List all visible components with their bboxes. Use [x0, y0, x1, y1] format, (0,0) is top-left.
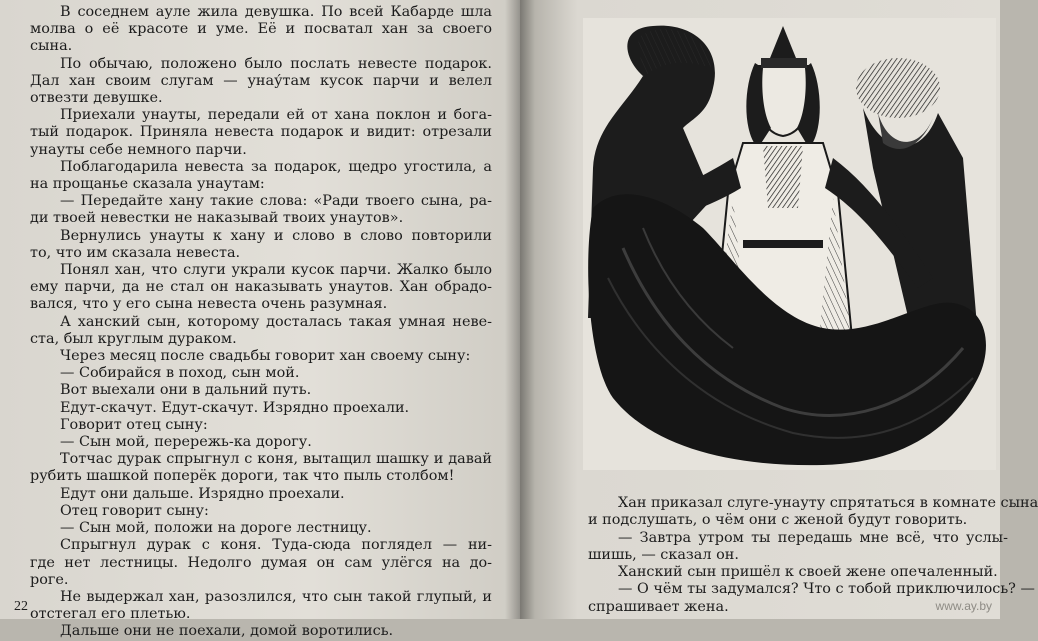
left-page-text [30, 4, 492, 641]
text-line: спрашивает жена. [588, 598, 729, 615]
text-line: Вернулись унауты к хану и слово в слово повторили [60, 227, 492, 244]
text-line: Дальше они не поехали, домой воротились. [60, 623, 394, 640]
text-line: Через месяц после свадьбы говорит хан своему сыну: [60, 348, 471, 365]
text-line: — Собирайся в поход, сын мой. [60, 365, 300, 382]
text-line: Не выдержал хан, разозлился, что сын такой глупый, и [60, 588, 492, 605]
text-line: Понял хан, что слуги украли кусок парчи. Жалко было [60, 262, 492, 279]
text-line: Едут-скачут. Едут-скачут. Изрядно проехали. [60, 399, 410, 416]
text-line: Вот выехали они в дальний путь. [60, 382, 312, 399]
text-line: то, что им сказала невеста. [30, 244, 241, 261]
watermark: www.ay.by [935, 599, 992, 613]
text-line: и подслушать, о чём они с женой будут говорить. [588, 512, 968, 529]
text-line: сына. [30, 38, 73, 55]
text-line: Говорит отец сыну: [60, 416, 208, 433]
text-line: роге. [30, 571, 69, 588]
text-line: Хан приказал слуге-унауту спрятаться в комнате сына [618, 495, 1038, 511]
text-line: ди твоей невестки не наказывай твоих унаутов». [30, 210, 404, 227]
text-line: По обычаю, положено было послать невесте подарок. [60, 55, 492, 72]
text-line: Отец говорит сыну: [60, 502, 209, 519]
text-line: Приехали унауты, передали ей от хана поклон и бога- [60, 107, 492, 124]
text-line: вался, что у его сына невеста очень разумная. [30, 296, 388, 313]
text-line: Тотчас дурак спрыгнул с коня, вытащил шашку и давай [60, 451, 492, 468]
text-line: Едут они дальше. Изрядно проехали. [60, 485, 345, 502]
illustration-drawing [583, 18, 996, 470]
text-line: ему парчи, да не стал он наказывать унаутов. Хан обрадо- [30, 279, 492, 296]
text-line: на прощанье сказала унаутам: [30, 176, 265, 193]
text-line: А ханский сын, которому досталась такая умная неве- [60, 313, 492, 330]
text-line: — Сын мой, положи на дороге лестницу. [60, 520, 372, 537]
text-line: тый подарок. Приняла невеста подарок и видит: отрезали [30, 124, 492, 141]
text-line: — Завтра утром ты передашь мне всё, что услы- [618, 529, 1008, 546]
text-line: В соседнем ауле жила девушка. По всей Кабарде шла [60, 4, 492, 20]
right-page [520, 0, 1038, 619]
text-line: — О чём ты задумался? Что с тобой приключилось? — [618, 581, 1035, 598]
illustration-khan-bride-with-brocade [583, 18, 996, 470]
text-line: где нет лестницы. Недолго думая он сам улёгся на до- [30, 554, 492, 571]
text-line: унауты себе немного парчи. [30, 141, 247, 158]
text-line: Ханский сын пришёл к своей жене опечаленный. [618, 564, 998, 581]
text-line: молва о её красоте и уме. Её и посватал хан за своего [30, 21, 492, 38]
text-line: отвезти девушке. [30, 90, 163, 107]
text-line: рубить шашкой поперёк дороги, так что пыль столбом! [30, 468, 455, 485]
text-line: ста, был круглым дураком. [30, 330, 237, 347]
right-page-text [588, 495, 1038, 616]
text-line: Дал хан своим слугам — унау́там кусок парчи и велел [30, 72, 492, 89]
text-line: Спрыгнул дурак с коня. Туда-сюда поглядел — ни- [60, 537, 492, 554]
text-line: отстегал его плетью. [30, 606, 191, 623]
page-number: 22 [14, 599, 28, 614]
text-line: — Сын мой, перережь-ка дорогу. [60, 434, 312, 451]
text-line: — Передайте хану такие слова: «Ради твоего сына, ра- [60, 193, 492, 210]
text-line: Поблагодарила невеста за подарок, щедро угостила, а [60, 158, 492, 175]
text-line: шишь, — сказал он. [588, 546, 739, 563]
